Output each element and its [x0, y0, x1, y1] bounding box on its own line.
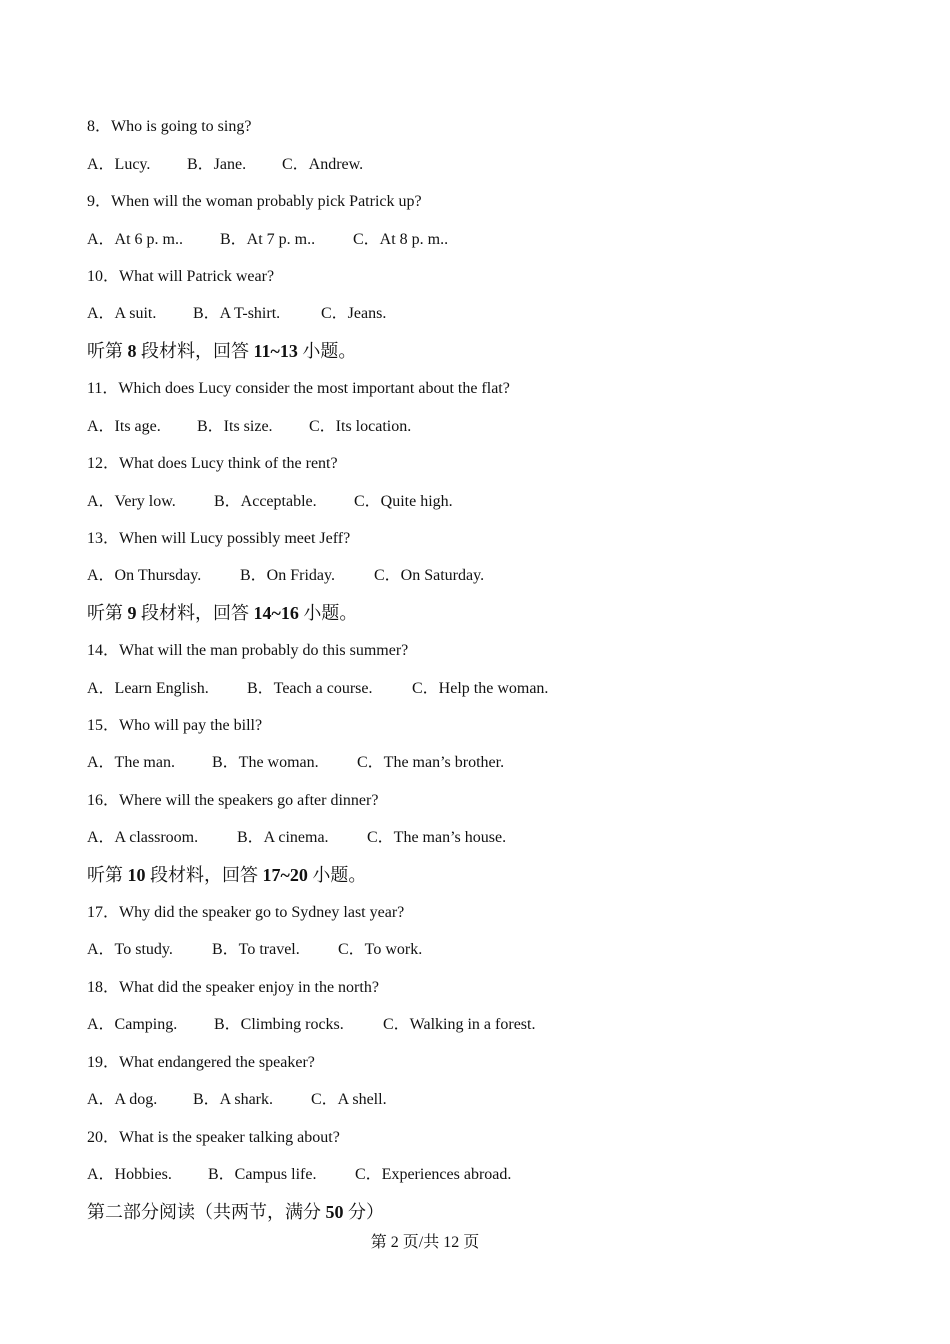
question-14: 14．What will the man probably do this summer? — [87, 642, 409, 659]
option-c: C．Andrew. — [282, 156, 364, 173]
option-c: C．At 8 p. m.. — [353, 231, 449, 248]
question-17: 17．Why did the speaker go to Sydney last year? — [87, 904, 405, 921]
question-8: 8．Who is going to sing? — [87, 118, 252, 135]
question-10: 10．What will Patrick wear? — [87, 268, 275, 285]
section-header-9: 听第 9 段材料，回答 14~16 小题。 — [87, 603, 358, 623]
option-a: A．The man. — [87, 754, 175, 771]
question-15: 15．Who will pay the bill? — [87, 717, 263, 734]
part-two-header: 第二部分阅读（共两节，满分 50 分） — [87, 1202, 384, 1222]
option-c: C．A shell. — [311, 1091, 387, 1108]
options-10 — [87, 304, 386, 324]
option-a: A．Learn English. — [87, 680, 209, 697]
options-13 — [87, 566, 484, 586]
question-20: 20．What is the speaker talking about? — [87, 1129, 340, 1146]
option-b: B．A shark. — [193, 1091, 274, 1108]
options-8 — [87, 155, 363, 175]
option-b: B．To travel. — [212, 941, 300, 958]
option-b: B．Its size. — [197, 418, 273, 435]
question-12: 12．What does Lucy think of the rent? — [87, 455, 338, 472]
option-a: A．A dog. — [87, 1091, 158, 1108]
option-c: C．To work. — [338, 941, 423, 958]
section-header-10: 听第 10 段材料，回答 17~20 小题。 — [87, 865, 367, 885]
option-a: A．A classroom. — [87, 829, 199, 846]
question-9: 9．When will the woman probably pick Patrick up? — [87, 193, 422, 210]
option-b: B．A T-shirt. — [193, 305, 281, 322]
options-15 — [87, 753, 504, 773]
option-c: C．On Saturday. — [374, 567, 485, 584]
question-11: 11．Which does Lucy consider the most important about the flat? — [87, 380, 510, 397]
question-18: 18．What did the speaker enjoy in the north? — [87, 979, 379, 996]
options-12 — [87, 492, 453, 512]
option-c: C．The man’s house. — [367, 829, 507, 846]
option-b: B．Teach a course. — [247, 680, 373, 697]
option-a: A．At 6 p. m.. — [87, 231, 184, 248]
option-a: A．A suit. — [87, 305, 157, 322]
option-a: A．Lucy. — [87, 156, 151, 173]
options-17 — [87, 940, 422, 960]
option-a: A．Camping. — [87, 1016, 178, 1033]
option-c: C．Experiences abroad. — [355, 1166, 512, 1183]
option-b: B．Climbing rocks. — [214, 1016, 344, 1033]
options-20 — [87, 1165, 511, 1185]
option-c: C．Quite high. — [354, 493, 453, 510]
option-c: C．Its location. — [309, 418, 412, 435]
page-number: 第 2 页/共 12 页 — [370, 1234, 480, 1251]
option-b: B．Acceptable. — [214, 493, 317, 510]
options-11 — [87, 417, 411, 437]
option-c: C．Help the woman. — [412, 680, 549, 697]
question-13: 13．When will Lucy possibly meet Jeff? — [87, 530, 351, 547]
option-b: B．At 7 p. m.. — [220, 231, 316, 248]
question-16: 16．Where will the speakers go after dinner? — [87, 792, 379, 809]
options-18 — [87, 1015, 535, 1035]
page-footer — [0, 1229, 950, 1252]
option-a: A．On Thursday. — [87, 567, 202, 584]
options-14 — [87, 679, 548, 699]
option-a: A．Very low. — [87, 493, 176, 510]
option-a: A．To study. — [87, 941, 173, 958]
option-c: C．The man’s brother. — [357, 754, 505, 771]
section-header-8: 听第 8 段材料，回答 11~13 小题。 — [87, 341, 357, 361]
options-19 — [87, 1090, 387, 1110]
option-b: B．A cinema. — [237, 829, 329, 846]
option-c: C．Jeans. — [321, 305, 387, 322]
option-a: A．Its age. — [87, 418, 161, 435]
question-19: 19．What endangered the speaker? — [87, 1054, 315, 1071]
options-16 — [87, 828, 506, 848]
option-c: C．Walking in a forest. — [383, 1016, 536, 1033]
option-a: A．Hobbies. — [87, 1166, 172, 1183]
option-b: B．Jane. — [187, 156, 247, 173]
options-9 — [87, 230, 448, 250]
option-b: B．The woman. — [212, 754, 319, 771]
option-b: B．On Friday. — [240, 567, 335, 584]
option-b: B．Campus life. — [208, 1166, 317, 1183]
